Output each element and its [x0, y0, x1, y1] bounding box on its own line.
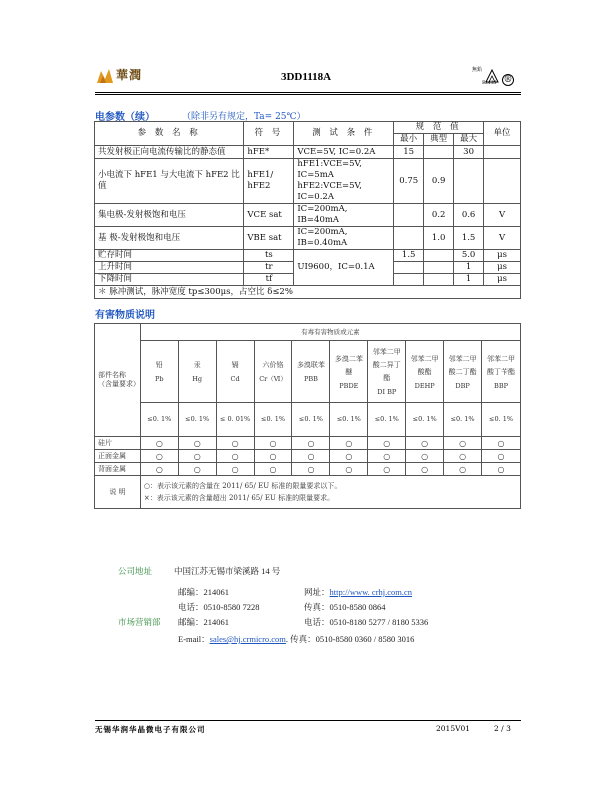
note-cell [140, 476, 520, 509]
substance-name: 镉 [231, 361, 239, 369]
email-link[interactable]: sales@hj.crmicro.com [209, 634, 286, 644]
compliance-mark: ○ [292, 463, 330, 476]
min-cell: 1.5 [394, 250, 424, 262]
table-row [95, 450, 521, 463]
typ-cell [424, 146, 454, 159]
typ-cell [424, 250, 454, 262]
min-cell [394, 274, 424, 286]
compliance-mark: ○ [216, 450, 254, 463]
symbol-cell: ts [244, 250, 294, 262]
substance-header [140, 341, 178, 403]
substance-name: 邻苯二甲酸酯 [410, 354, 439, 376]
substance-code: Cr（Ⅵ） [259, 375, 287, 383]
max-cell: 5.0 [454, 250, 484, 262]
header-min: 最小 [394, 134, 424, 146]
table-row [95, 204, 521, 227]
substance-limit: ≤0. 1% [406, 403, 444, 437]
fax-hq: 传真：0510-8580 0864 [304, 602, 386, 612]
hazard-section-title: 有害物质说明 [95, 310, 155, 321]
document-title: 3DD1118A [280, 71, 332, 83]
compliance-mark: ○ [216, 437, 254, 450]
footer-page: 2 / 3 [494, 724, 511, 733]
substance-limit: ≤0. 1% [330, 403, 368, 437]
unit-cell: V [484, 227, 521, 250]
substance-name: 铅 [155, 361, 163, 369]
header-rule [95, 92, 521, 93]
substance-header [216, 341, 254, 403]
substance-name: 多溴联苯 [296, 361, 325, 369]
substance-header [254, 341, 292, 403]
marketing-label: 市场营销部 [118, 617, 161, 627]
condition-cell [294, 159, 394, 204]
compliance-mark: ○ [292, 450, 330, 463]
unit-cell [484, 159, 521, 204]
footer-version: 2015V01 [436, 724, 471, 733]
substance-limit: ≤0. 1% [254, 403, 292, 437]
unit-cell: μs [484, 274, 521, 286]
condition-line-1: hFE1:VCE=5V, IC=5mA [297, 159, 362, 180]
max-cell: 1 [454, 274, 484, 286]
note-label: 说 明 [95, 476, 141, 509]
phone-hq: 电话：0510-8580 7228 [178, 602, 260, 612]
compliance-mark: ○ [444, 450, 482, 463]
param-cell: 下降时间 [95, 274, 244, 286]
elec-section-title: 电参数（续） [95, 112, 155, 123]
typ-cell [424, 274, 454, 286]
unit-cell: μs [484, 250, 521, 262]
part-header: 部件名称（含量要求） [95, 324, 141, 437]
logo-text: 華潤 [116, 68, 143, 82]
symbol-cell: tr [244, 262, 294, 274]
substance-header [406, 341, 444, 403]
rohs-top-text: 無鉛 [472, 67, 483, 73]
compliance-mark: ○ [178, 437, 216, 450]
compliance-mark: ○ [444, 437, 482, 450]
compliance-mark: ○ [330, 450, 368, 463]
elec-section-note: （除非另有规定，Ta= 25℃） [182, 112, 306, 122]
compliance-mark: ○ [482, 437, 521, 450]
substance-name: 六价铬 [262, 361, 284, 369]
registered-mark: ® [503, 75, 513, 85]
symbol-cell: tf [244, 274, 294, 286]
address-text: 中国江苏无锡市梁溪路 14 号 [174, 566, 281, 576]
compliance-mark: ○ [140, 450, 178, 463]
condition-cell: IC=200mA, IB=0.40mA [294, 227, 394, 250]
table-row [95, 146, 521, 159]
rohs-badge [472, 66, 520, 88]
header-condition: 测 试 条 件 [294, 122, 394, 146]
substance-code: Cd [230, 375, 240, 383]
substance-code: PBB [303, 375, 318, 383]
substance-code: DEHP [414, 381, 435, 390]
footer-company: 无锡华润华晶微电子有限公司 [95, 725, 206, 734]
substance-name: 汞 [193, 361, 201, 369]
param-cell: 上升时间 [95, 262, 244, 274]
substance-name: 邻苯二甲酸二异丁酯 [372, 348, 401, 382]
unit-cell [484, 146, 521, 159]
typ-cell [424, 262, 454, 274]
phone-marketing: 电话：0510-8180 5277 / 8180 5336 [304, 617, 429, 627]
compliance-mark: ○ [330, 437, 368, 450]
table-row [95, 437, 521, 450]
substance-limit: ≤0. 1% [140, 403, 178, 437]
part-name: 正面金属 [95, 450, 141, 463]
substance-code: DBP [455, 381, 470, 390]
compliance-mark: ○ [368, 437, 406, 450]
hazard-table [94, 323, 521, 509]
condition-line-2: hFE2:VCE=5V, IC=0.2A [297, 181, 362, 202]
table-row [95, 159, 521, 204]
substance-code: BBP [494, 381, 508, 390]
condition-cell: VCE=5V, IC=0.2A [294, 146, 394, 159]
elec-params-table [94, 121, 521, 299]
header-unit: 单位 [484, 122, 521, 146]
fax-marketing: . 传真：0510-8580 0360 / 8580 3016 [285, 634, 415, 644]
symbol-cell: hFE* [244, 146, 294, 159]
symbol-cell: VCE sat [244, 204, 294, 227]
rohs-bottom-text: RoHS [482, 80, 497, 86]
part-name: 背面金属 [95, 463, 141, 476]
address-label: 公司地址 [118, 566, 153, 576]
min-cell [394, 227, 424, 250]
unit-cell: V [484, 204, 521, 227]
substance-limit: ≤ 0. 01% [216, 403, 254, 437]
substance-header [368, 341, 406, 403]
substance-limit: ≤0. 1% [292, 403, 330, 437]
substance-limit: ≤0. 1% [482, 403, 521, 437]
condition-cell: UI9600，IC=0.1A [294, 250, 394, 286]
compliance-mark: ○ [254, 450, 292, 463]
substance-name: 邻苯二甲酸二丁酯 [448, 354, 477, 376]
condition-cell: IC=200mA, IB=40mA [294, 204, 394, 227]
compliance-mark: ○ [292, 437, 330, 450]
symbol-cell: hFE1/ hFE2 [244, 159, 294, 204]
website-link[interactable]: http://www. crhj.com.cn [329, 587, 413, 597]
compliance-mark: ○ [140, 463, 178, 476]
substance-limit: ≤0. 1% [178, 403, 216, 437]
param-cell: 集电极-发射极饱和电压 [95, 204, 244, 227]
footer-rule [95, 720, 521, 721]
note-line-1: ○：表示该元素的含量在 2011/ 65/ EU 标准的限量要求以下。 [143, 482, 342, 490]
substance-header [292, 341, 330, 403]
compliance-mark: ○ [368, 463, 406, 476]
typ-cell: 0.2 [424, 204, 454, 227]
typ-cell: 1.0 [424, 227, 454, 250]
substance-limit: ≤0. 1% [368, 403, 406, 437]
part-name: 硅片 [95, 437, 141, 450]
substance-code: PBDE [339, 381, 359, 390]
param-cell: 贮存时间 [95, 250, 244, 262]
substance-name: 邻苯二甲酸丁苄酯 [487, 354, 516, 376]
max-cell: 30 [454, 146, 484, 159]
substance-header [482, 341, 521, 403]
max-cell [454, 159, 484, 204]
max-cell: 0.6 [454, 204, 484, 227]
substance-code: Hg [192, 375, 203, 383]
note-line-2: ×：表示该元素的含量超出 2011/ 65/ EU 标准的限量要求。 [143, 494, 335, 502]
max-cell: 1.5 [454, 227, 484, 250]
unit-cell: μs [484, 262, 521, 274]
zip-marketing: 邮编：214061 [178, 617, 230, 627]
param-cell: 小电流下 hFE1 与大电流下 hFE2 比值 [95, 159, 244, 204]
table-row [95, 463, 521, 476]
substance-limit: ≤0. 1% [444, 403, 482, 437]
compliance-mark: ○ [216, 463, 254, 476]
compliance-mark: ○ [444, 463, 482, 476]
symbol-cell: VBE sat [244, 227, 294, 250]
compliance-mark: ○ [178, 463, 216, 476]
compliance-mark: ○ [482, 463, 521, 476]
compliance-mark: ○ [254, 437, 292, 450]
table-row [95, 227, 521, 250]
param-cell: 共发射极正向电流传输比的静态值 [95, 146, 244, 159]
header-typ: 典型 [424, 134, 454, 146]
substance-header [178, 341, 216, 403]
header-param: 参 数 名 称 [95, 122, 244, 146]
compliance-mark: ○ [482, 450, 521, 463]
compliance-mark: ○ [406, 437, 444, 450]
typ-cell: 0.9 [424, 159, 454, 204]
compliance-mark: ○ [254, 463, 292, 476]
header-rule-thin [95, 94, 521, 95]
substance-header [330, 341, 368, 403]
param-cell: 基 极-发射极饱和电压 [95, 227, 244, 250]
compliance-mark: ○ [178, 450, 216, 463]
header-spec: 规 范 值 [394, 122, 484, 134]
compliance-mark: ○ [140, 437, 178, 450]
substance-name: 多溴二苯醚 [334, 354, 363, 376]
header-max: 最大 [454, 134, 484, 146]
substance-group-header: 有毒有害物质或元素 [140, 324, 520, 341]
min-cell [394, 262, 424, 274]
table-row [95, 250, 521, 262]
min-cell: 15 [394, 146, 424, 159]
max-cell: 1 [454, 262, 484, 274]
website-label: 网址： [304, 587, 330, 597]
header-symbol: 符 号 [244, 122, 294, 146]
min-cell [394, 204, 424, 227]
compliance-mark: ○ [406, 463, 444, 476]
compliance-mark: ○ [368, 450, 406, 463]
table-footnote: ＊ 脉冲测试，脉冲宽度 tp≤300μs，占空比 δ≤2% [95, 286, 521, 299]
compliance-mark: ○ [406, 450, 444, 463]
zip-hq: 邮编：214061 [178, 587, 230, 597]
substance-code: Pb [155, 375, 164, 383]
min-cell: 0.75 [394, 159, 424, 204]
compliance-mark: ○ [330, 463, 368, 476]
substance-header [444, 341, 482, 403]
email-label: E-mail： [178, 634, 210, 644]
substance-code: DI BP [377, 388, 397, 396]
